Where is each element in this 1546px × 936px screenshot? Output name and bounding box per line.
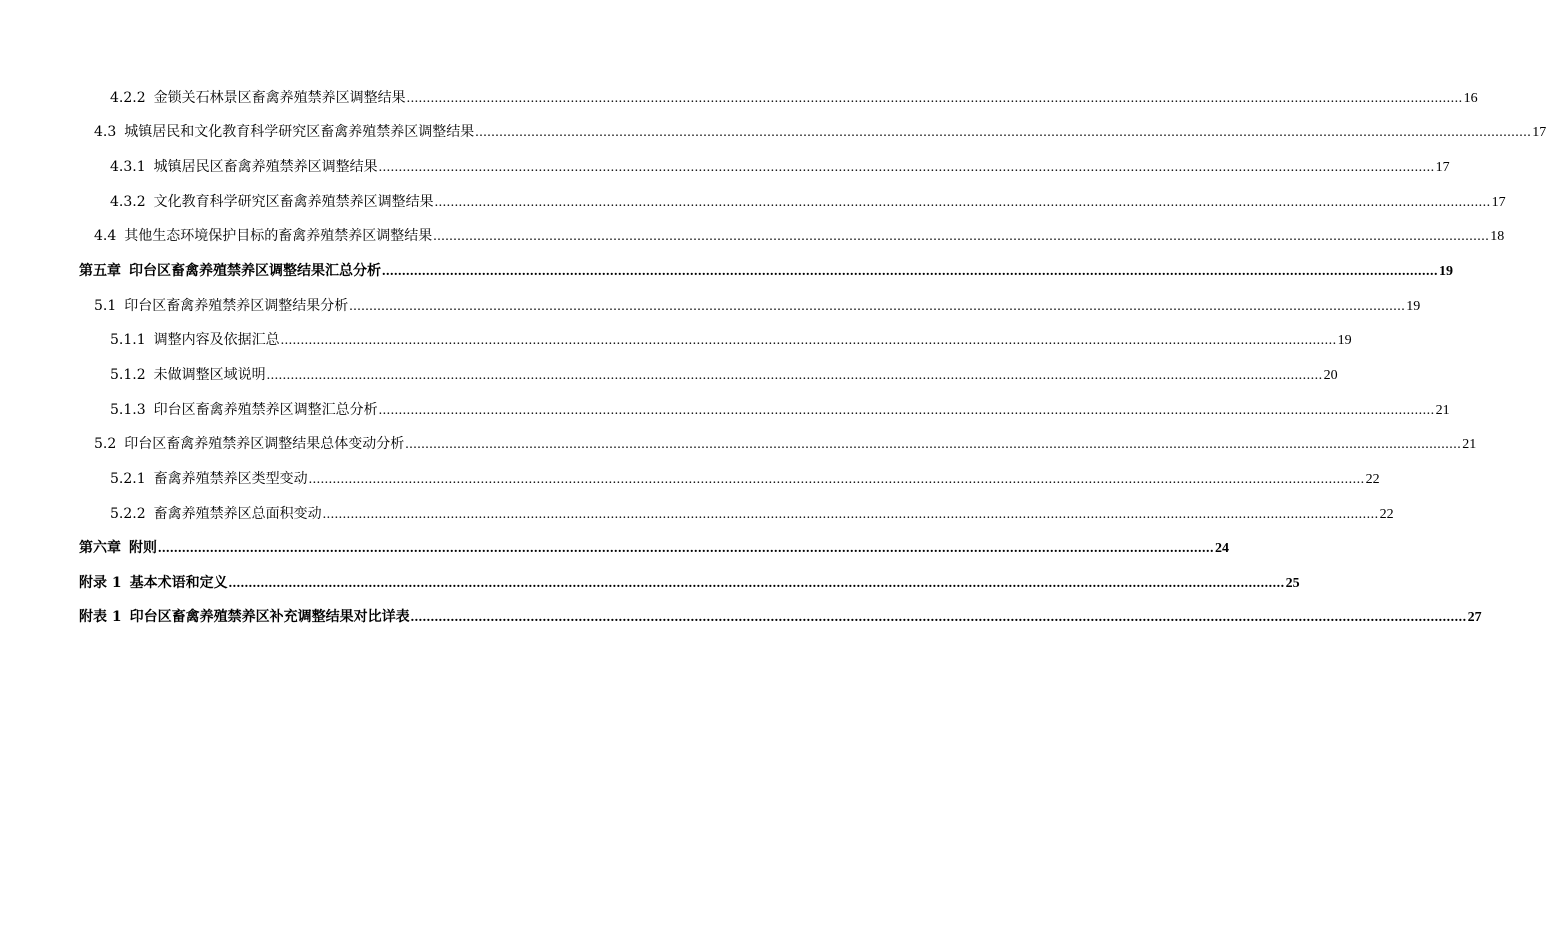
toc-dot-leader: [309, 469, 1365, 491]
toc-entry-number: 4.3.1: [110, 159, 146, 175]
toc-entry-title: 文化教育科学研究区畜禽养殖禁养区调整结果: [153, 194, 434, 210]
toc-entry-5-1-2[interactable]: [110, 364, 1338, 386]
toc-entry-page: 19: [1406, 299, 1421, 314]
toc-dot-leader: [411, 607, 1467, 629]
toc-entry-title: 基本术语和定义: [129, 575, 228, 591]
toc-entry-title: 印台区畜禽养殖禁养区调整结果分析: [124, 298, 349, 314]
toc-entry-page: 27: [1467, 610, 1482, 625]
toc-entry-title: 印台区畜禽养殖禁养区调整汇总分析: [153, 402, 378, 418]
toc-entry-title: 畜禽养殖禁养区类型变动: [153, 471, 308, 487]
toc-entry-number: 5.1.2: [110, 367, 146, 383]
toc-entry-4-3-1[interactable]: [110, 156, 1450, 178]
toc-entry-chapter-6[interactable]: [79, 537, 1229, 559]
toc-entry-number: 5.1.1: [110, 332, 146, 348]
toc-entry-page: 25: [1285, 576, 1300, 591]
toc-entry-page: 20: [1323, 368, 1338, 383]
toc-dot-leader: [405, 434, 1461, 456]
toc-entry-title: 畜禽养殖禁养区总面积变动: [153, 506, 322, 522]
toc-entry-title: 调整内容及依据汇总: [153, 332, 280, 348]
toc-entry-chapter-5[interactable]: [79, 260, 1453, 282]
toc-entry-page: 17: [1435, 160, 1450, 175]
toc-dot-leader: [267, 365, 1323, 387]
toc-entry-attached-table-1[interactable]: [79, 606, 1482, 628]
toc-entry-title: 城镇居民和文化教育科学研究区畜禽养殖禁养区调整结果: [124, 124, 475, 140]
toc-entry-4-3[interactable]: [94, 121, 1546, 143]
toc-dot-leader: [281, 330, 1337, 352]
toc-entry-page: 17: [1491, 195, 1506, 210]
toc-entry-5-2[interactable]: [94, 433, 1477, 455]
toc-dot-leader: [475, 122, 1531, 144]
toc-entry-number: 附录 1: [79, 575, 122, 591]
toc-entry-5-1[interactable]: [94, 295, 1421, 317]
toc-entry-number: 第五章: [79, 263, 121, 279]
toc-entry-number: 5.2: [94, 436, 117, 452]
toc-entry-title: 金锁关石林景区畜禽养殖禁养区调整结果: [153, 90, 406, 106]
toc-entry-number: 5.2.1: [110, 471, 146, 487]
toc-entry-title: 未做调整区域说明: [153, 367, 266, 383]
toc-entry-number: 4.3.2: [110, 194, 146, 210]
toc-dot-leader: [349, 296, 1405, 318]
toc-entry-appendix-1[interactable]: [79, 572, 1300, 594]
toc-entry-title: 城镇居民区畜禽养殖禁养区调整结果: [153, 159, 378, 175]
toc-entry-5-2-1[interactable]: [110, 468, 1380, 490]
toc-dot-leader: [379, 400, 1435, 422]
toc-dot-leader: [433, 226, 1489, 248]
toc-dot-leader: [435, 192, 1491, 214]
toc-entry-page: 22: [1365, 472, 1380, 487]
toc-entry-number: 附表 1: [79, 609, 122, 625]
toc-entry-number: 第六章: [79, 540, 121, 556]
toc-entry-title: 印台区畜禽养殖禁养区调整结果总体变动分析: [124, 436, 405, 452]
toc-entry-page: 19: [1439, 264, 1453, 279]
toc-entry-title: 其他生态环境保护目标的畜禽养殖禁养区调整结果: [124, 228, 433, 244]
toc-dot-leader: [382, 261, 1438, 283]
toc-entry-page: 24: [1215, 541, 1229, 556]
toc-entry-number: 5.1.3: [110, 402, 146, 418]
toc-entry-page: 16: [1463, 91, 1478, 106]
toc-entry-number: 4.2.2: [110, 90, 146, 106]
toc-dot-leader: [379, 157, 1435, 179]
toc-entry-number: 5.2.2: [110, 506, 146, 522]
toc-entry-title: 印台区畜禽养殖禁养区补充调整结果对比详表: [129, 609, 410, 625]
toc-dot-leader: [323, 504, 1379, 526]
toc-entry-5-1-3[interactable]: [110, 399, 1450, 421]
toc-entry-5-1-1[interactable]: [110, 329, 1352, 351]
toc-entry-title: 附则: [129, 540, 157, 556]
toc-dot-leader: [158, 538, 1214, 560]
toc-entry-title: 印台区畜禽养殖禁养区调整结果汇总分析: [129, 263, 381, 279]
toc-entry-5-2-2[interactable]: [110, 503, 1394, 525]
toc-entry-page: 22: [1379, 507, 1394, 522]
toc-entry-page: 21: [1462, 437, 1477, 452]
toc-entry-page: 17: [1532, 125, 1546, 140]
toc-entry-page: 18: [1490, 229, 1505, 244]
toc-entry-number: 5.1: [94, 298, 117, 314]
toc-entry-number: 4.4: [94, 228, 117, 244]
toc-entry-number: 4.3: [94, 124, 117, 140]
toc-entry-4-2-2[interactable]: [110, 87, 1478, 109]
toc-entry-page: 21: [1435, 403, 1450, 418]
toc-dot-leader: [229, 573, 1285, 595]
toc-entry-4-4[interactable]: [94, 225, 1505, 247]
toc-dot-leader: [407, 88, 1463, 110]
toc-entry-4-3-2[interactable]: [110, 191, 1506, 213]
toc-entry-page: 19: [1337, 333, 1352, 348]
